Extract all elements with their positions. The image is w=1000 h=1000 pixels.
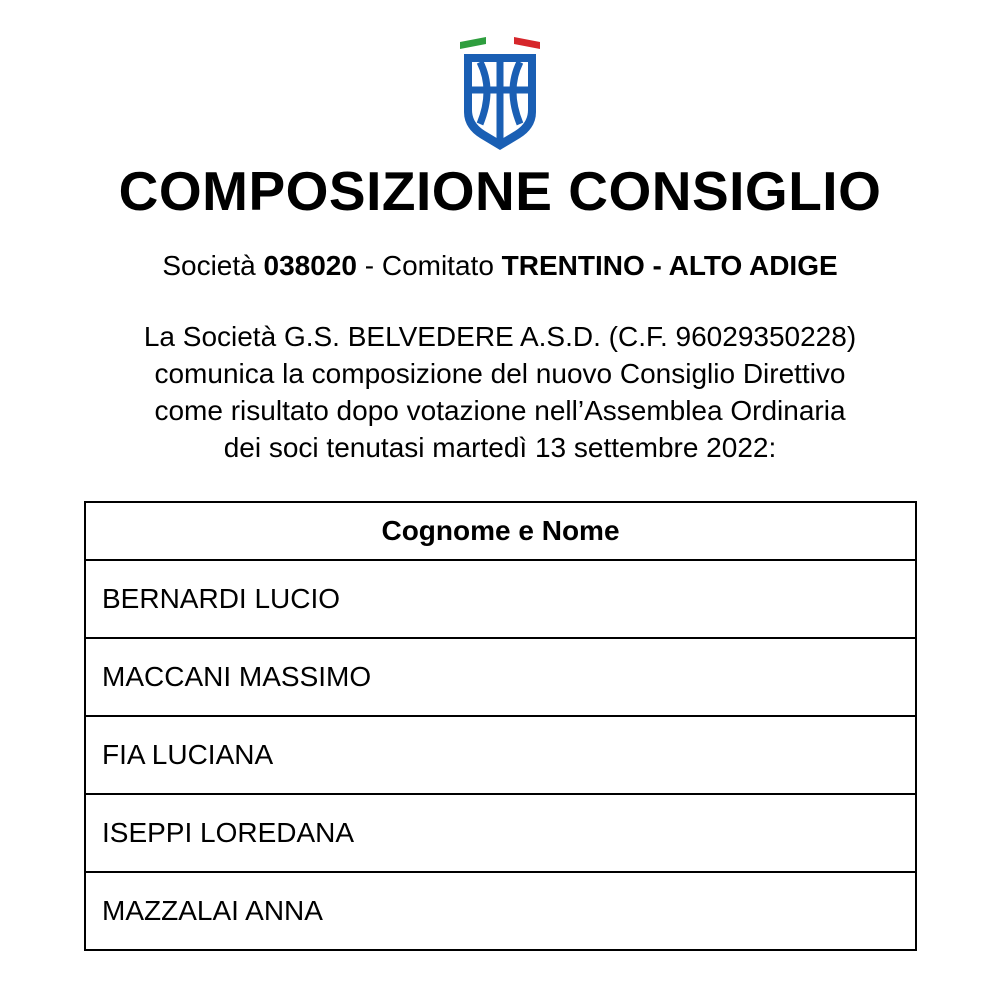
- table-row: [85, 872, 916, 950]
- federation-logo-icon: [458, 28, 542, 152]
- member-name-cell: MAZZALAI ANNA: [85, 872, 916, 950]
- member-name-cell: ISEPPI LOREDANA: [85, 794, 916, 872]
- intro-paragraph: [60, 318, 940, 466]
- council-members-table: [84, 501, 917, 951]
- society-committee-line: [0, 249, 1000, 283]
- member-name-cell: BERNARDI LUCIO: [85, 560, 916, 638]
- societa-label: Società: [162, 250, 256, 281]
- table-row: [85, 794, 916, 872]
- member-name-cell: MACCANI MASSIMO: [85, 638, 916, 716]
- comitato-name: TRENTINO - ALTO ADIGE: [501, 250, 838, 281]
- table-header-row: [85, 502, 916, 560]
- page-title: COMPOSIZIONE CONSIGLIO: [118, 160, 882, 222]
- societa-code: 038020: [263, 250, 357, 281]
- comitato-label: Comitato: [381, 250, 494, 281]
- intro-line: dei soci tenutasi martedì 13 settembre 2022:: [223, 432, 777, 463]
- intro-line: comunica la composizione del nuovo Consiglio Direttivo: [154, 358, 846, 389]
- separator: -: [364, 250, 375, 281]
- intro-line: come risultato dopo votazione nell’Assemblea Ordinaria: [154, 395, 846, 426]
- table-row: [85, 716, 916, 794]
- column-header-name: Cognome e Nome: [85, 502, 916, 560]
- intro-line: La Società G.S. BELVEDERE A.S.D. (C.F. 96029350228): [143, 321, 857, 352]
- table-row: [85, 560, 916, 638]
- member-name-cell: FIA LUCIANA: [85, 716, 916, 794]
- table-row: [85, 638, 916, 716]
